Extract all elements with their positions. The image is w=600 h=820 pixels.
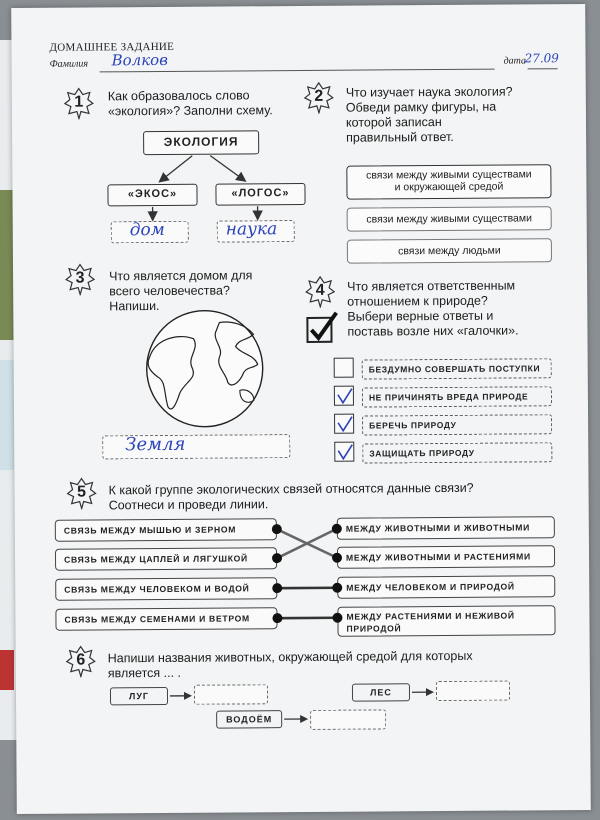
arrow-right-icon <box>410 686 436 698</box>
task-5-left-2[interactable]: СВЯЗЬ МЕЖДУ ЦАПЛЕЙ И ЛЯГУШКОЙ <box>55 547 277 571</box>
task-5-connection-lines <box>11 4 589 648</box>
scheme-part-1: «ЭКОС» <box>107 184 197 207</box>
task-5-question: К какой группе экологических связей относятся данные связи? Соотнеси и проведи линии. <box>108 480 474 513</box>
task-5-left-4[interactable]: СВЯЗЬ МЕЖДУ СЕМЕНАМИ И ВЕТРОМ <box>55 607 277 631</box>
task-4-option-3: БЕРЕЧЬ ПРИРОДУ <box>362 414 552 435</box>
task-3-question: Что является домом для всего человечества? Напиши. <box>109 268 253 314</box>
habitat-meadow-answer[interactable] <box>194 684 268 705</box>
scheme-answer-1[interactable]: дом <box>111 221 189 244</box>
task-1-number: 1 <box>64 87 94 119</box>
task-3-number: 3 <box>65 263 95 295</box>
task-2-question: Что изучает наука экология? Обведи рамку фигуры, на которой записан правильный ответ. <box>345 84 513 145</box>
habitat-pond: ВОДОЁМ <box>216 710 282 728</box>
task-4-number: 4 <box>305 276 335 308</box>
task-4-question: Что является ответственным отношением к природе? Выбери верные ответы и поставь возле них «галочки». <box>347 278 519 339</box>
scheme-root-box: ЭКОЛОГИЯ <box>143 130 259 155</box>
task-3-answer[interactable]: Земля <box>102 434 290 459</box>
task-5-number: 5 <box>66 477 96 509</box>
task-2-option-3[interactable]: связи между людьми <box>347 238 552 263</box>
task-4-option-4: ЗАЩИЩАТЬ ПРИРОДУ <box>362 442 552 463</box>
habitat-pond-answer[interactable] <box>310 709 386 730</box>
left-dot-3 <box>272 583 282 593</box>
surname-value[interactable]: Волков <box>111 50 168 70</box>
scheme-part-2: «ЛОГОС» <box>215 183 305 206</box>
task-5-left-1[interactable]: СВЯЗЬ МЕЖДУ МЫШЬЮ И ЗЕРНОМ <box>55 518 277 542</box>
right-dot-1 <box>332 524 342 534</box>
date-label: дата <box>503 55 527 67</box>
right-dot-4 <box>332 613 342 623</box>
task-4-option-2: НЕ ПРИЧИНЯТЬ ВРЕДА ПРИРОДЕ <box>362 386 552 407</box>
right-dot-3 <box>332 583 342 593</box>
date-value[interactable]: 27.09 <box>524 51 559 66</box>
task-2-option-1[interactable]: связи между живыми существами и окружающей средой <box>346 164 551 199</box>
task-5-right-2[interactable]: МЕЖДУ ЖИВОТНЫМИ И РАСТЕНИЯМИ <box>337 545 555 569</box>
habitat-forest: ЛЕС <box>352 683 410 701</box>
habitat-forest-answer[interactable] <box>436 681 510 702</box>
task-6-question: Напиши названия животных, окружающей средой для которых является ... . <box>107 648 473 681</box>
arrow-right-icon <box>282 713 310 725</box>
left-dot-4 <box>272 613 282 623</box>
book-red-strip <box>0 650 14 690</box>
task-2-number: 2 <box>304 82 334 114</box>
surname-label: Фамилия <box>49 58 89 70</box>
task-5-right-3[interactable]: МЕЖДУ ЧЕЛОВЕКОМ И ПРИРОДОЙ <box>337 575 555 599</box>
left-dot-1 <box>272 524 282 534</box>
left-dot-2 <box>272 553 282 563</box>
task-2-option-2[interactable]: связи между живыми существами <box>347 206 552 231</box>
worksheet-title: ДОМАШНЕЕ ЗАДАНИЕ <box>49 40 175 54</box>
task-5-right-4[interactable]: МЕЖДУ РАСТЕНИЯМИ И НЕЖИВОЙ ПРИРОДОЙ <box>337 605 555 637</box>
worksheet <box>11 4 591 814</box>
task-1-question: Как образовалось слово «экология»? Заполни схему. <box>107 88 273 119</box>
arrow-right-icon <box>168 690 194 702</box>
task-6-number: 6 <box>66 645 96 677</box>
habitat-meadow: ЛУГ <box>110 687 168 705</box>
right-dot-2 <box>332 553 342 563</box>
task-4-option-1: БЕЗДУМНО СОВЕРШАТЬ ПОСТУПКИ <box>362 358 552 379</box>
scheme-answer-2[interactable]: наука <box>217 220 295 243</box>
task-5-left-3[interactable]: СВЯЗЬ МЕЖДУ ЧЕЛОВЕКОМ И ВОДОЙ <box>55 577 277 601</box>
task-5-right-1[interactable]: МЕЖДУ ЖИВОТНЫМИ И ЖИВОТНЫМИ <box>337 516 555 540</box>
book-page-strip <box>0 360 14 470</box>
